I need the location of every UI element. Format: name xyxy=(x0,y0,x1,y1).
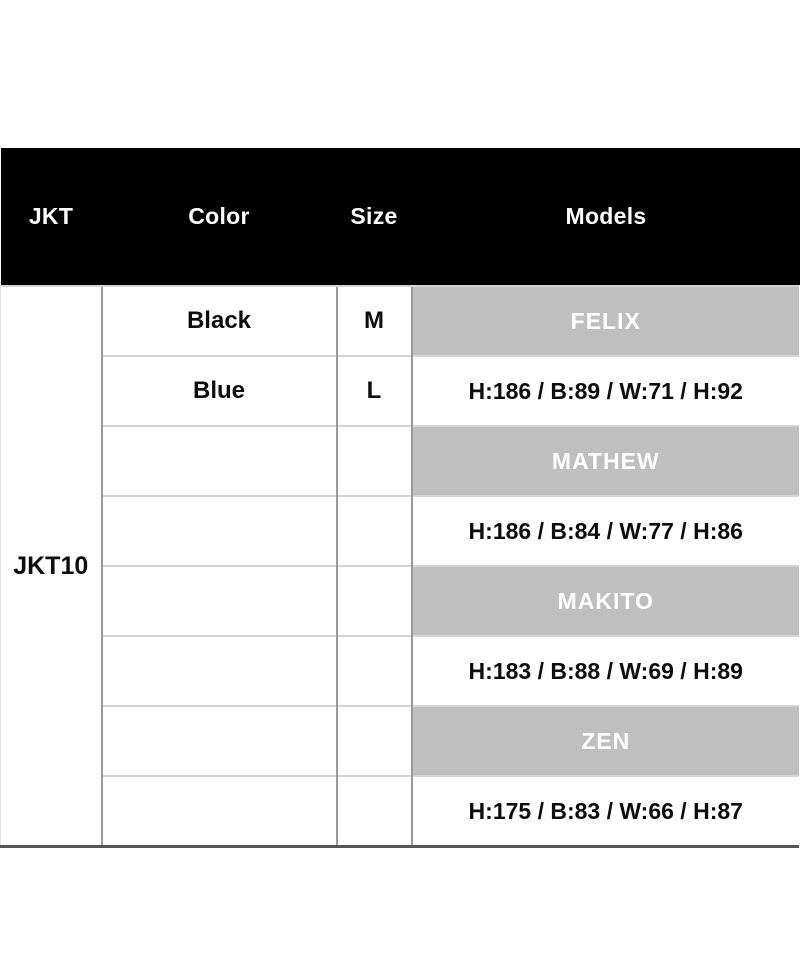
header-cell-models: Models xyxy=(412,148,800,286)
table-row xyxy=(1,286,800,356)
model-name-banner: FELIX xyxy=(412,286,800,356)
product-code-cell: JKT10 xyxy=(1,286,102,847)
color-cell xyxy=(102,496,337,566)
color-cell xyxy=(102,426,337,496)
model-name-banner: MATHEW xyxy=(412,426,800,496)
header-cell-jkt: JKT xyxy=(1,148,102,286)
model-measurements-cell: H:186 / B:89 / W:71 / H:92 xyxy=(412,356,800,426)
model-measurements-cell: H:183 / B:88 / W:69 / H:89 xyxy=(412,636,800,706)
size-cell xyxy=(337,636,412,706)
color-cell xyxy=(102,776,337,847)
table-row xyxy=(1,706,800,776)
size-chart-table xyxy=(0,148,800,848)
size-cell xyxy=(337,706,412,776)
model-measurements-cell: H:175 / B:83 / W:66 / H:87 xyxy=(412,776,800,847)
model-name-banner: ZEN xyxy=(412,706,800,776)
table-row xyxy=(1,636,800,706)
color-cell xyxy=(102,706,337,776)
table-row xyxy=(1,356,800,426)
color-cell xyxy=(102,566,337,636)
header-row xyxy=(1,148,800,286)
size-cell: L xyxy=(337,356,412,426)
model-name-banner: MAKITO xyxy=(412,566,800,636)
header-cell-size: Size xyxy=(337,148,412,286)
header-cell-color: Color xyxy=(102,148,337,286)
size-cell xyxy=(337,776,412,847)
size-cell xyxy=(337,496,412,566)
size-cell xyxy=(337,566,412,636)
table-row xyxy=(1,566,800,636)
size-cell: M xyxy=(337,286,412,356)
color-cell xyxy=(102,636,337,706)
model-measurements-cell: H:186 / B:84 / W:77 / H:86 xyxy=(412,496,800,566)
color-cell: Blue xyxy=(102,356,337,426)
size-cell xyxy=(337,426,412,496)
table-row xyxy=(1,776,800,847)
table-row xyxy=(1,496,800,566)
table-row xyxy=(1,426,800,496)
color-cell: Black xyxy=(102,286,337,356)
